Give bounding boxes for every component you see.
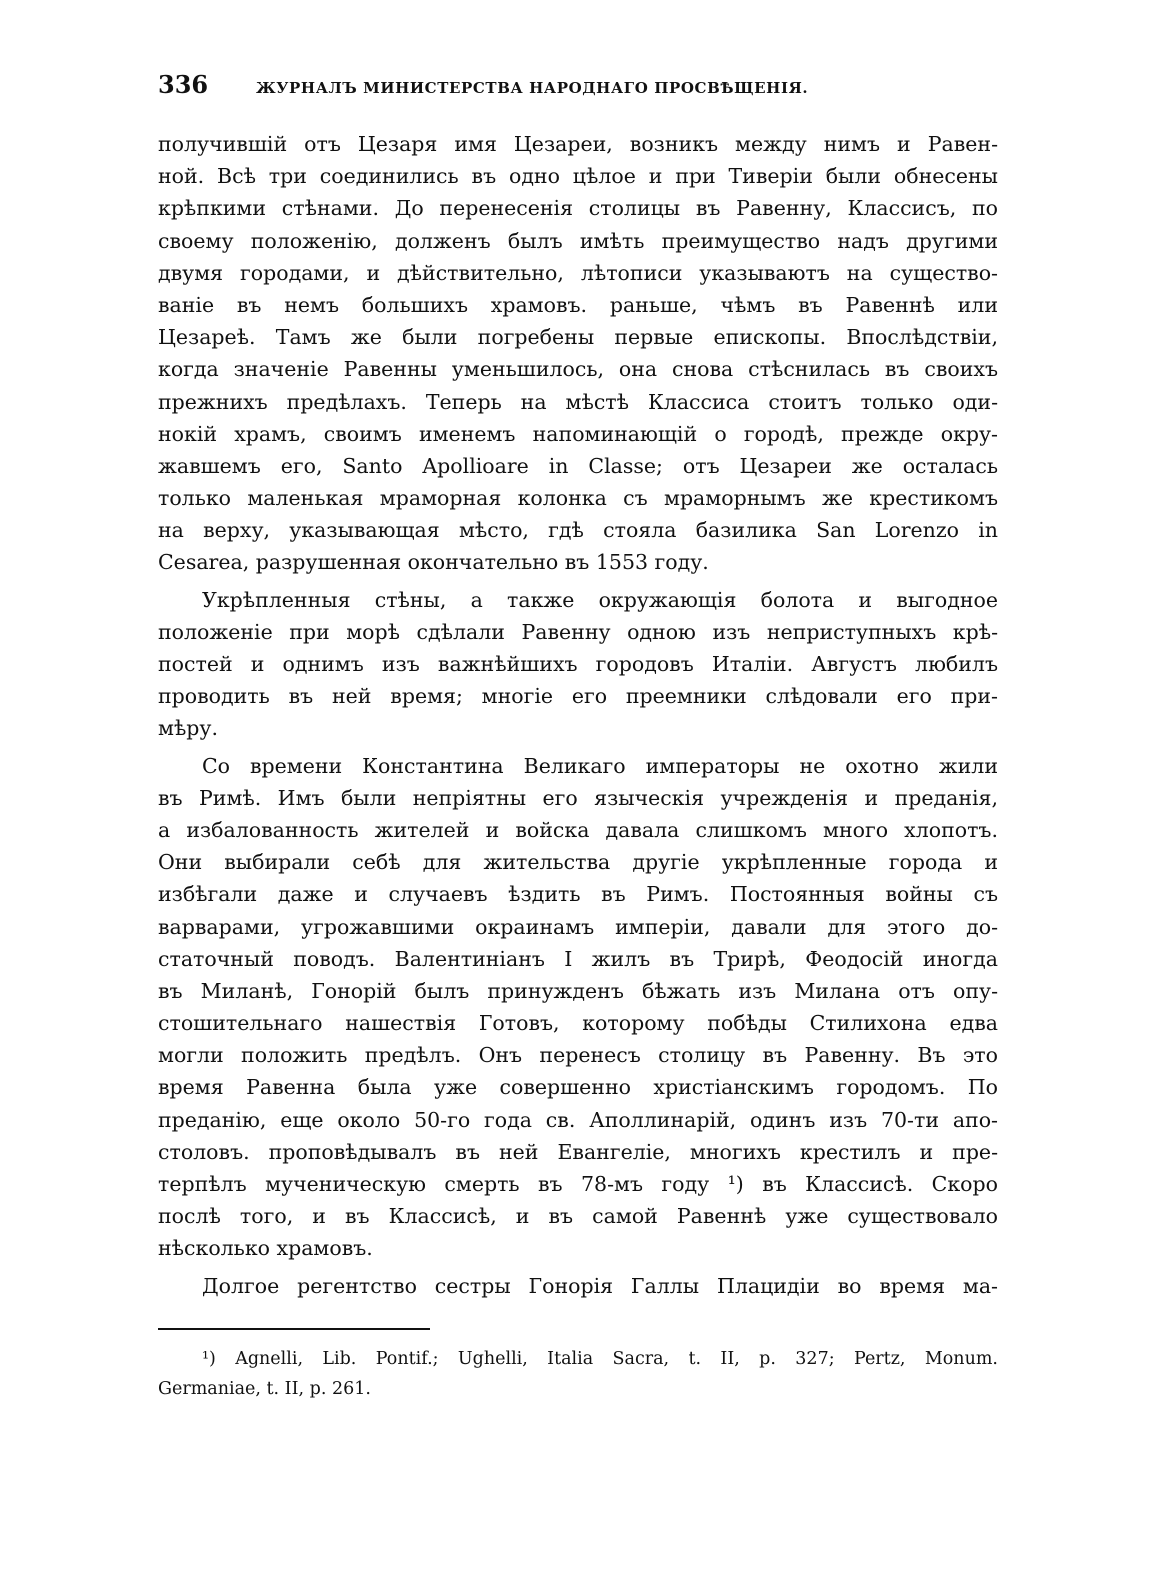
text-line: крѣпкими стѣнами. До перенесенія столицы въ Равенну, Классисъ, по	[158, 196, 998, 221]
text-line: мѣру.	[158, 716, 219, 741]
text-line: жавшемъ его, Santo Apollioare in Classe; отъ Цезареи же осталась	[158, 453, 998, 478]
text-line: своему положенію, долженъ былъ имѣть преимущество надъ другими	[158, 228, 998, 253]
footnote-divider	[158, 1328, 430, 1330]
text-line: статочный поводъ. Валентиніанъ I жилъ въ Трирѣ, Феодосій иногда	[158, 946, 998, 971]
text-line: проводить въ ней время; многіе его преемники слѣдовали его при-	[158, 684, 998, 709]
text-line: на верху, указывающая мѣсто, гдѣ стояла базилика San Lorenzo in	[158, 518, 998, 543]
paragraph	[158, 128, 998, 579]
text-line: ваніе въ немъ большихъ храмовъ. раньше, чѣмъ въ Равеннѣ или	[158, 292, 998, 317]
text-line: послѣ того, и въ Классисѣ, и въ самой Равеннѣ уже существовало	[158, 1204, 998, 1229]
text-line: Со времени Константина Великаго императоры не охотно жили	[202, 753, 998, 778]
text-line: только маленькая мраморная колонка съ мраморнымъ же крестикомъ	[158, 486, 998, 511]
text-line: а избалованность жителей и войска давала слишкомъ много хлопотъ.	[158, 817, 998, 842]
text-line: постей и однимъ изъ важнѣйшихъ городовъ Италіи. Августъ любилъ	[158, 652, 998, 676]
footnote-line: Germaniae, t. II, p. 261.	[158, 1378, 371, 1399]
paragraph	[158, 1270, 998, 1302]
text-line: избѣгали даже и случаевъ ѣздить въ Римъ. Постоянныя войны съ	[158, 882, 998, 907]
text-line: нокій храмъ, своимъ именемъ напоминающій о городѣ, прежде окру-	[158, 421, 998, 446]
text-line: могли положить предѣлъ. Онъ перенесъ столицу въ Равенну. Въ это	[158, 1043, 998, 1068]
text-line: Долгое регентство сестры Гонорія Галлы Плацидіи во время ма-	[202, 1273, 998, 1298]
text-line: Цезареѣ. Тамъ же были погребены первые епископы. Впослѣдствіи,	[158, 325, 998, 350]
page-number: 336	[158, 70, 209, 99]
text-line: варварами, угрожавшими окраинамъ имперіи, давали для этого до-	[158, 914, 998, 939]
text-line: Укрѣпленныя стѣны, а также окружающія болота и выгодное	[202, 587, 998, 612]
text-line: время Равенна была уже совершенно христіанскимъ городомъ. По	[158, 1075, 998, 1100]
text-line: преданію, еще около 50-го года св. Аполлинарій, одинъ изъ 70-ти апо-	[158, 1107, 998, 1132]
footnote	[158, 1344, 998, 1404]
body-text	[158, 128, 998, 1302]
footnote-line: ¹) Agnelli, Lib. Pontif.; Ughelli, Italia Sacra, t. II, p. 327; Pertz, Monum.	[202, 1348, 998, 1369]
text-line: получившій отъ Цезаря имя Цезареи, возникъ между нимъ и Равен-	[158, 132, 998, 156]
text-line: когда значеніе Равенны уменьшилось, она снова стѣснилась въ своихъ	[158, 357, 998, 382]
page-header	[158, 70, 998, 114]
text-line: ной. Всѣ три соединились въ одно цѣлое и при Тиверіи были обнесены	[158, 164, 998, 189]
text-line: стошительнаго нашествія Готовъ, которому побѣды Стилихона едва	[158, 1011, 998, 1036]
paragraph	[158, 750, 998, 1265]
text-line: двумя городами, и дѣйствительно, лѣтописи указываютъ на существо-	[158, 260, 998, 285]
text-line: прежнихъ предѣлахъ. Теперь на мѣстѣ Классиса стоитъ только оди-	[158, 389, 998, 414]
paragraph	[158, 584, 998, 745]
text-line: Они выбирали себѣ для жительства другіе укрѣпленные города и	[158, 850, 998, 875]
document-page	[158, 70, 998, 1404]
text-line: Cesarea, разрушенная окончательно въ 1553 году.	[158, 550, 709, 575]
text-line: положеніе при морѣ сдѣлали Равенну одною изъ неприступныхъ крѣ-	[158, 619, 998, 644]
text-line: въ Римѣ. Имъ были непріятны его языческія учрежденія и преданія,	[158, 785, 998, 810]
text-line: терпѣлъ мученическую смерть въ 78-мъ году ¹) въ Классисѣ. Скоро	[158, 1172, 998, 1196]
text-line: нѣсколько храмовъ.	[158, 1236, 373, 1261]
text-line: столовъ. проповѣдывалъ въ ней Евангеліе, многихъ крестилъ и пре-	[158, 1139, 998, 1164]
text-line: въ Миланѣ, Гонорій былъ принужденъ бѣжать изъ Милана отъ опу-	[158, 978, 998, 1003]
running-title: ЖУРНАЛЪ МИНИСТЕРСТВА НАРОДНАГО ПРОСВѢЩЕНІЯ.	[256, 79, 809, 97]
